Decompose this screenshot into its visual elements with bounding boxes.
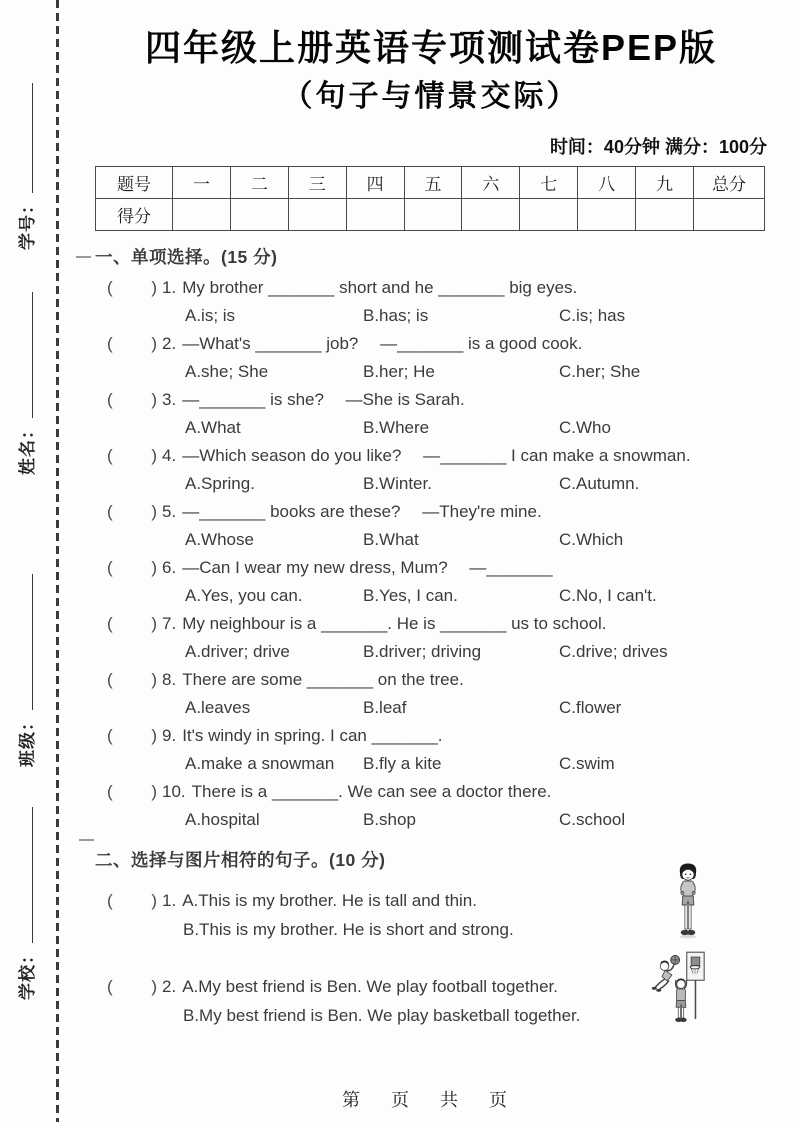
question-text: —_______ books are these? —They're mine. bbox=[182, 502, 542, 522]
score-table bbox=[95, 166, 765, 231]
score-col-header-total: 总分 bbox=[694, 167, 765, 199]
section2-heading: 二、选择与图片相符的句子。(10 分) bbox=[95, 850, 386, 871]
option-b: B.Winter. bbox=[363, 474, 432, 494]
name-write-line bbox=[18, 292, 33, 418]
score-col-header: 九 bbox=[636, 167, 694, 199]
question-line bbox=[95, 778, 767, 806]
answer-bracket bbox=[107, 442, 157, 470]
student-id-label: 学号： bbox=[17, 196, 37, 250]
bracket-close: ) bbox=[151, 614, 157, 634]
bracket-close: ) bbox=[151, 390, 157, 410]
option-c: C.her; She bbox=[559, 362, 641, 382]
question-number: 2. bbox=[162, 334, 177, 354]
option-a: A.This is my brother. He is tall and thin. bbox=[182, 891, 477, 911]
answer-bracket bbox=[107, 666, 157, 694]
picture-question-item bbox=[95, 886, 767, 944]
margin-label-class bbox=[10, 567, 40, 767]
question-line bbox=[95, 386, 767, 414]
option-b: B.fly a kite bbox=[363, 754, 442, 774]
bracket-open: ( bbox=[107, 278, 113, 298]
bracket-open: ( bbox=[107, 977, 113, 997]
score-cell bbox=[230, 199, 288, 231]
question-options bbox=[95, 694, 767, 722]
question-item bbox=[95, 386, 767, 442]
score-col-header: 六 bbox=[462, 167, 520, 199]
margin-tick-mark bbox=[79, 839, 94, 841]
question-number: 3. bbox=[162, 390, 177, 410]
question-number: 8. bbox=[162, 670, 177, 690]
option-a: A.My best friend is Ben. We play football together. bbox=[182, 977, 558, 997]
section1-question-list bbox=[95, 274, 767, 834]
picture-question-line-a bbox=[95, 886, 767, 915]
option-a: A.leaves bbox=[185, 698, 251, 718]
option-a: A.she; She bbox=[185, 362, 269, 382]
bracket-open: ( bbox=[107, 390, 113, 410]
question-item bbox=[95, 610, 767, 666]
bracket-close: ) bbox=[151, 782, 157, 802]
question-line bbox=[95, 274, 767, 302]
question-text: There is a _______. We can see a doctor there. bbox=[191, 782, 552, 802]
answer-bracket bbox=[107, 886, 157, 915]
question-text: My brother _______ short and he _______ big eyes. bbox=[182, 278, 578, 298]
question-options bbox=[95, 582, 767, 610]
bracket-open: ( bbox=[107, 891, 113, 911]
bracket-close: ) bbox=[151, 558, 157, 578]
question-line bbox=[95, 610, 767, 638]
page-title: 四年级上册英语专项测试卷PEP版 bbox=[144, 27, 718, 68]
answer-bracket bbox=[107, 386, 157, 414]
boy-tall-thin-image bbox=[673, 862, 703, 944]
question-options bbox=[95, 526, 767, 554]
question-item bbox=[95, 274, 767, 330]
bracket-open: ( bbox=[107, 782, 113, 802]
picture-question-item bbox=[95, 972, 767, 1030]
answer-bracket bbox=[107, 498, 157, 526]
question-item bbox=[95, 330, 767, 386]
question-options bbox=[95, 470, 767, 498]
question-options bbox=[95, 302, 767, 330]
option-a: A.What bbox=[185, 418, 241, 438]
score-table-score-row bbox=[96, 199, 765, 231]
question-text: —Which season do you like? —_______ I can make a snowman. bbox=[182, 446, 691, 466]
bracket-close: ) bbox=[151, 977, 157, 997]
margin-label-student-id bbox=[10, 80, 40, 250]
bracket-close: ) bbox=[151, 502, 157, 522]
score-col-header: 一 bbox=[173, 167, 231, 199]
question-text: —Can I wear my new dress, Mum? —_______ bbox=[182, 558, 553, 578]
answer-bracket bbox=[107, 274, 157, 302]
question-number: 1. bbox=[162, 278, 177, 298]
question-line bbox=[95, 666, 767, 694]
question-text: —What's _______ job? —_______ is a good cook. bbox=[182, 334, 583, 354]
option-c: C.is; has bbox=[559, 306, 626, 326]
answer-bracket bbox=[107, 610, 157, 638]
bracket-close: ) bbox=[151, 334, 157, 354]
score-cell bbox=[346, 199, 404, 231]
score-table-header-row bbox=[96, 167, 765, 199]
page-subtitle: （句子与情景交际） bbox=[282, 80, 580, 114]
name-label: 姓名： bbox=[17, 421, 37, 475]
question-number: 6. bbox=[162, 558, 177, 578]
score-col-header: 三 bbox=[288, 167, 346, 199]
score-cell-total bbox=[694, 199, 765, 231]
question-text: It's windy in spring. I can _______. bbox=[182, 726, 443, 746]
question-options bbox=[95, 358, 767, 386]
option-a: A.Whose bbox=[185, 530, 254, 550]
score-cell bbox=[288, 199, 346, 231]
question-number: 5. bbox=[162, 502, 177, 522]
question-number: 4. bbox=[162, 446, 177, 466]
score-cell bbox=[462, 199, 520, 231]
question-line bbox=[95, 554, 767, 582]
question-number: 10. bbox=[162, 782, 186, 802]
option-b: B.her; He bbox=[363, 362, 435, 382]
question-item bbox=[95, 722, 767, 778]
option-b: B.has; is bbox=[363, 306, 429, 326]
option-b: B.driver; driving bbox=[363, 642, 482, 662]
option-b: B.Where bbox=[363, 418, 430, 438]
question-options bbox=[95, 750, 767, 778]
question-text: My neighbour is a _______. He is _______ us to school. bbox=[182, 614, 607, 634]
score-col-header: 七 bbox=[520, 167, 578, 199]
answer-bracket bbox=[107, 554, 157, 582]
exam-time-score-meta: 时间：40分钟 满分：100分 bbox=[549, 137, 767, 158]
option-a: A.make a snowman bbox=[185, 754, 335, 774]
page-footer: 第 页 共 页 bbox=[341, 1090, 520, 1110]
score-label: 得分 bbox=[96, 199, 173, 231]
option-b: B.leaf bbox=[363, 698, 407, 718]
question-item bbox=[95, 778, 767, 834]
option-c: C.Who bbox=[559, 418, 611, 438]
question-text: —_______ is she? —She is Sarah. bbox=[182, 390, 465, 410]
bracket-open: ( bbox=[107, 334, 113, 354]
option-a: A.Spring. bbox=[185, 474, 255, 494]
option-a: A.hospital bbox=[185, 810, 260, 830]
question-item bbox=[95, 666, 767, 722]
question-line bbox=[95, 498, 767, 526]
question-line bbox=[95, 330, 767, 358]
bracket-close: ) bbox=[151, 446, 157, 466]
question-options bbox=[95, 638, 767, 666]
bracket-close: ) bbox=[151, 891, 157, 911]
answer-bracket bbox=[107, 778, 157, 806]
option-a: A.is; is bbox=[185, 306, 236, 326]
margin-tick-mark bbox=[76, 256, 91, 258]
option-c: C.school bbox=[559, 810, 626, 830]
option-c: C.Which bbox=[559, 530, 624, 550]
bracket-open: ( bbox=[107, 446, 113, 466]
option-c: C.Autumn. bbox=[559, 474, 640, 494]
option-a: A.driver; drive bbox=[185, 642, 290, 662]
margin-label-name bbox=[10, 285, 40, 475]
option-a: A.Yes, you can. bbox=[185, 586, 303, 606]
score-col-header: 四 bbox=[346, 167, 404, 199]
option-b: B.My best friend is Ben. We play basketball together. bbox=[183, 1006, 581, 1026]
question-options bbox=[95, 414, 767, 442]
question-number-label: 题号 bbox=[96, 167, 173, 199]
kids-playing-basketball-image bbox=[651, 948, 709, 1026]
answer-bracket bbox=[107, 330, 157, 358]
bracket-open: ( bbox=[107, 614, 113, 634]
bracket-close: ) bbox=[151, 670, 157, 690]
option-b: B.shop bbox=[363, 810, 416, 830]
option-c: C.swim bbox=[559, 754, 615, 774]
picture-question-line-b bbox=[95, 915, 767, 944]
bracket-open: ( bbox=[107, 558, 113, 578]
bracket-open: ( bbox=[107, 670, 113, 690]
question-number: 9. bbox=[162, 726, 177, 746]
score-col-header: 五 bbox=[404, 167, 462, 199]
option-c: C.No, I can't. bbox=[559, 586, 657, 606]
score-col-header: 八 bbox=[578, 167, 636, 199]
bracket-open: ( bbox=[107, 502, 113, 522]
question-item bbox=[95, 498, 767, 554]
school-write-line bbox=[18, 807, 33, 943]
question-line bbox=[95, 722, 767, 750]
question-options bbox=[95, 806, 767, 834]
class-label: 班级： bbox=[17, 713, 37, 767]
option-b: B.What bbox=[363, 530, 419, 550]
question-number: 1. bbox=[162, 891, 177, 911]
class-write-line bbox=[18, 574, 33, 710]
bracket-close: ) bbox=[151, 278, 157, 298]
section1-heading: 一、单项选择。(15 分) bbox=[95, 247, 278, 268]
score-cell bbox=[578, 199, 636, 231]
option-c: C.drive; drives bbox=[559, 642, 668, 662]
question-number: 2. bbox=[162, 977, 177, 997]
question-item bbox=[95, 442, 767, 498]
question-item bbox=[95, 554, 767, 610]
paper-content bbox=[95, 0, 767, 1122]
score-cell bbox=[404, 199, 462, 231]
dashed-margin-line bbox=[56, 0, 59, 1122]
answer-bracket bbox=[107, 972, 157, 1001]
score-cell bbox=[173, 199, 231, 231]
question-text: There are some _______ on the tree. bbox=[182, 670, 464, 690]
question-line bbox=[95, 442, 767, 470]
score-cell bbox=[520, 199, 578, 231]
option-b: B.This is my brother. He is short and strong. bbox=[183, 920, 514, 940]
question-number: 7. bbox=[162, 614, 177, 634]
bracket-open: ( bbox=[107, 726, 113, 746]
score-col-header: 二 bbox=[230, 167, 288, 199]
margin-label-school bbox=[10, 800, 40, 1000]
school-label: 学校： bbox=[17, 946, 37, 1000]
answer-bracket bbox=[107, 722, 157, 750]
student-id-write-line bbox=[18, 83, 33, 193]
bracket-close: ) bbox=[151, 726, 157, 746]
option-c: C.flower bbox=[559, 698, 622, 718]
score-cell bbox=[636, 199, 694, 231]
option-b: B.Yes, I can. bbox=[363, 586, 458, 606]
